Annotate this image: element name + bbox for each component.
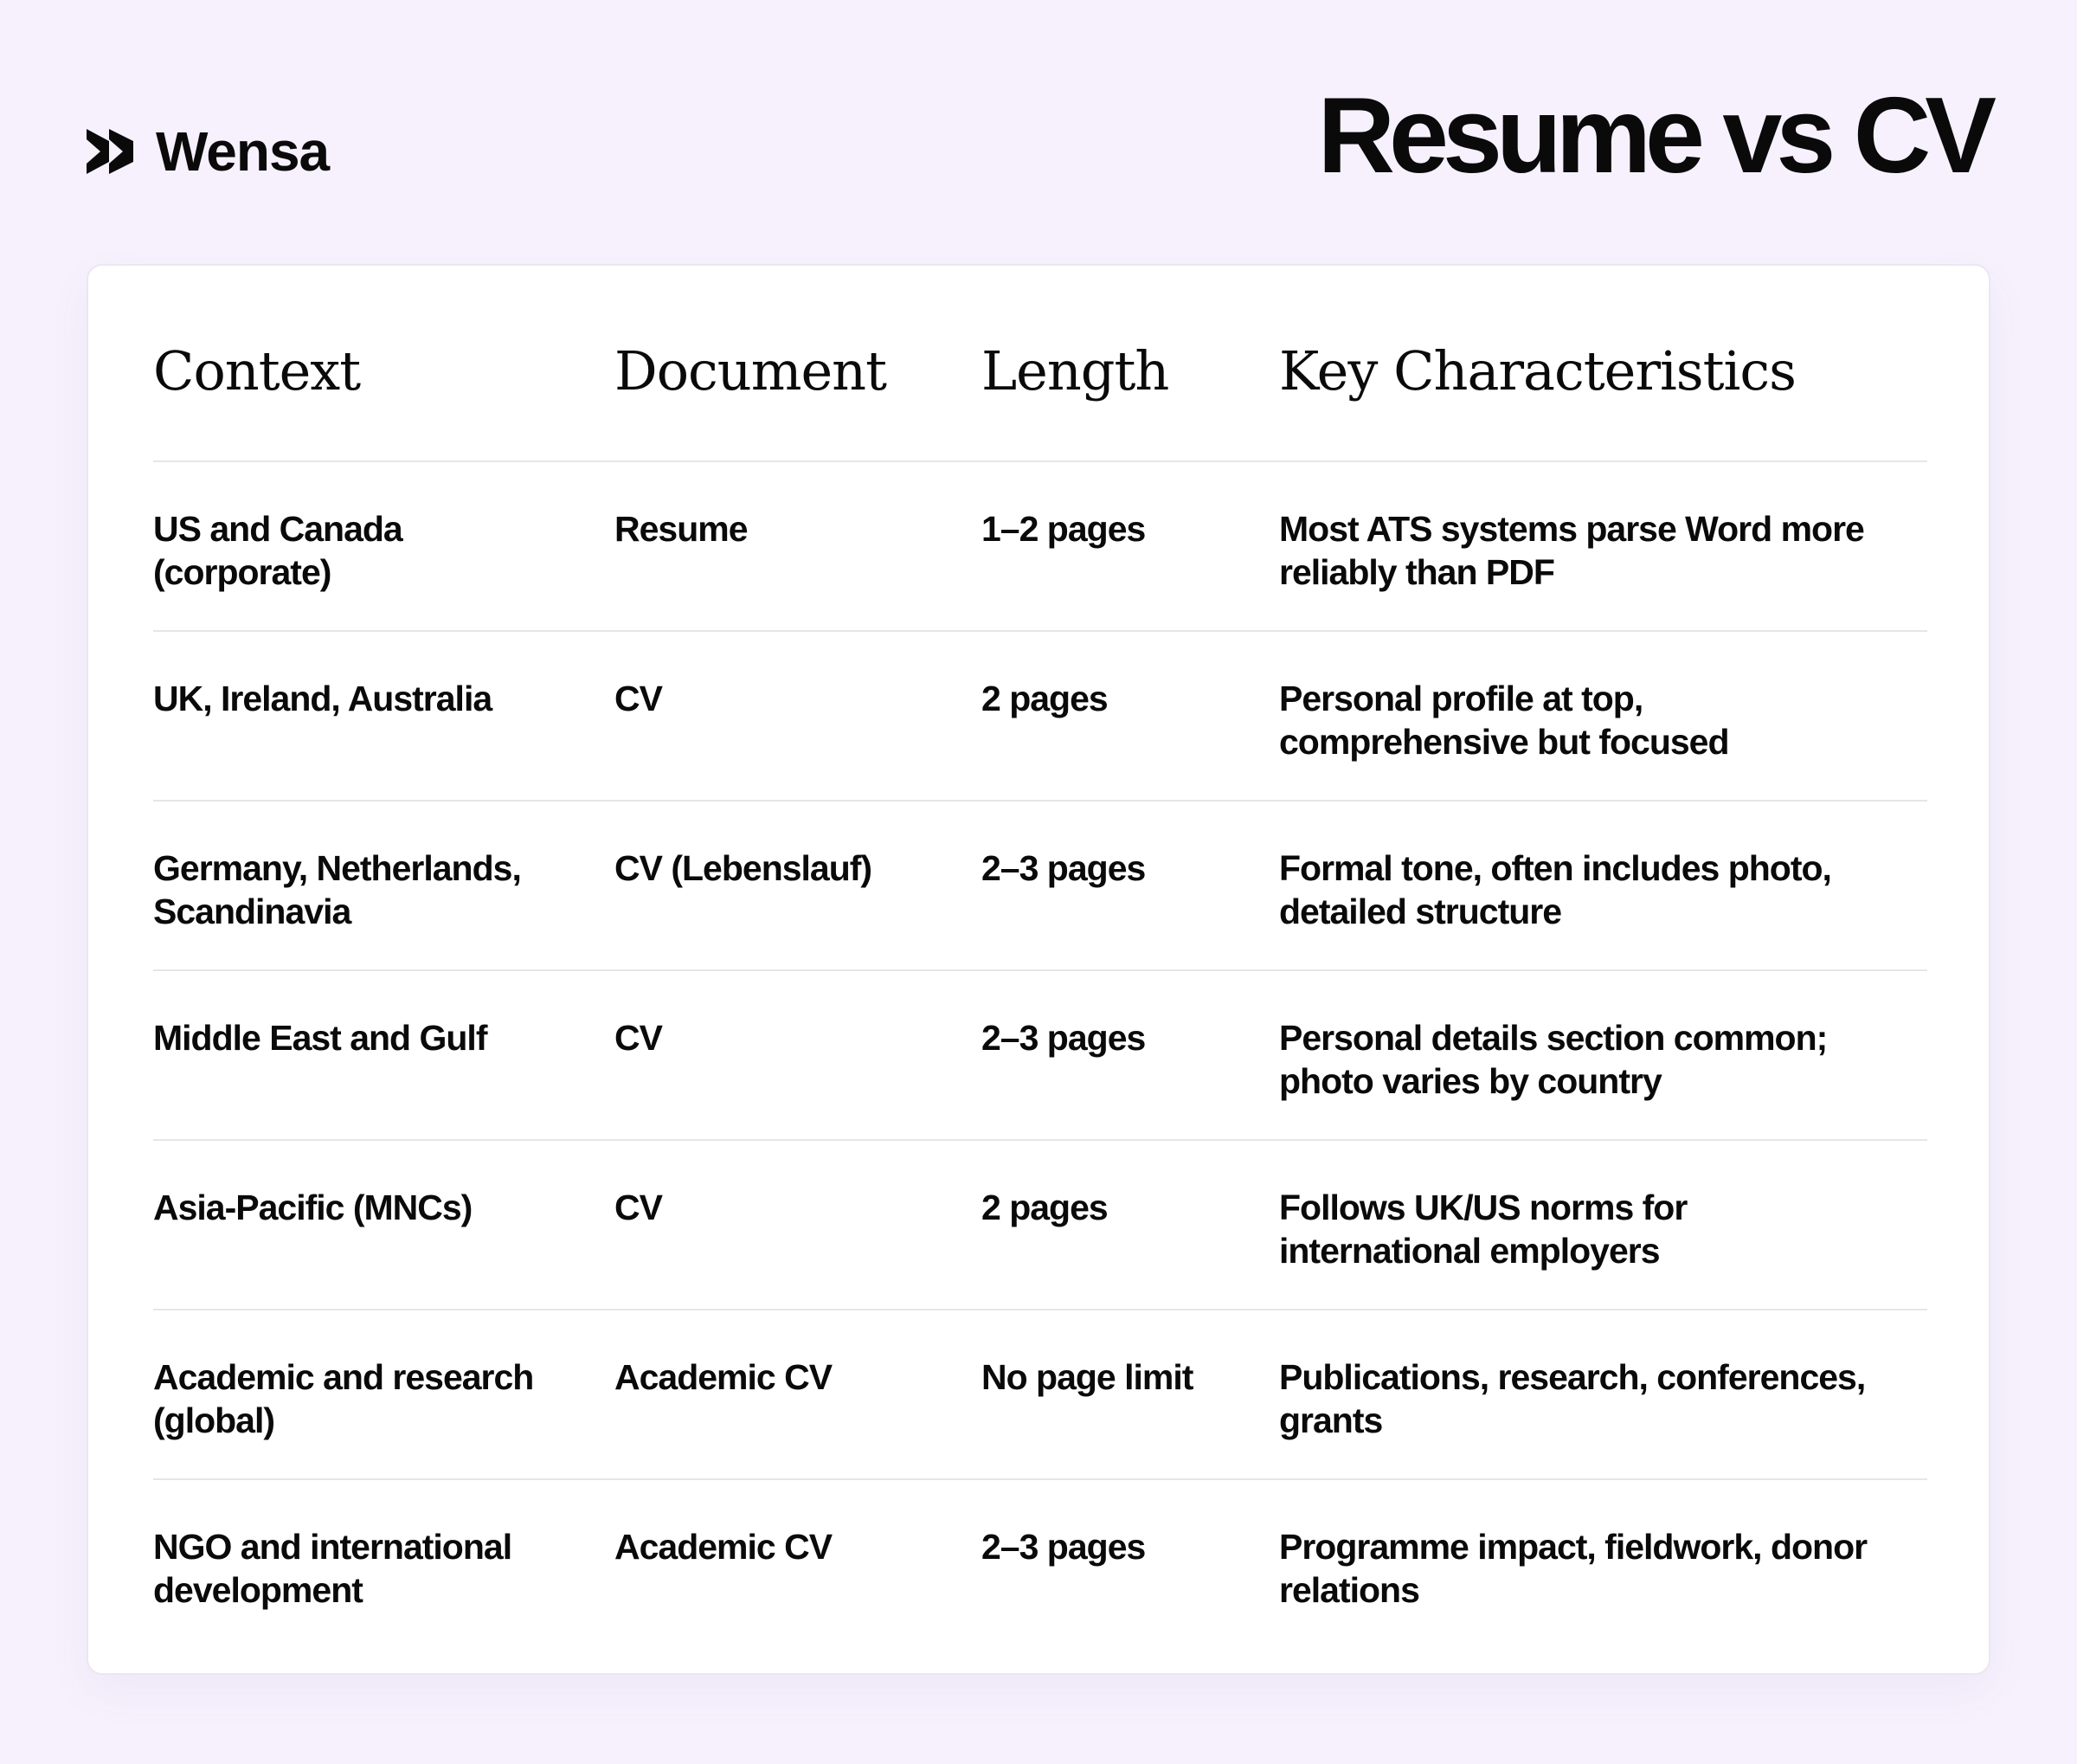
cell-context: Germany, Netherlands, Scandinavia <box>153 848 521 931</box>
header-context: Context <box>153 339 361 402</box>
cell-key-characteristics: Publications, research, conferences, grants <box>1279 1357 1866 1440</box>
cell-length: 2 pages <box>981 679 1108 718</box>
cell-document: Resume <box>614 509 748 549</box>
cell-length: No page limit <box>981 1357 1193 1397</box>
comparison-table <box>153 266 1927 1650</box>
page-title: Resume vs CV <box>1317 76 1990 196</box>
comparison-card <box>87 264 1990 1675</box>
cell-key-characteristics: Personal profile at top, comprehensive but focused <box>1279 679 1729 762</box>
table-row <box>153 1480 1927 1650</box>
cell-document: Academic CV <box>614 1357 833 1397</box>
cell-key-characteristics: Programme impact, fieldwork, donor relations <box>1279 1527 1868 1610</box>
header-length: Length <box>981 339 1169 402</box>
cell-document: CV (Lebenslauf) <box>614 848 872 888</box>
table-row <box>153 632 1927 802</box>
table-row <box>153 1141 1927 1310</box>
cell-context: Asia-Pacific (MNCs) <box>153 1188 473 1227</box>
cell-key-characteristics: Follows UK/US norms for international employers <box>1279 1188 1688 1271</box>
cell-document: CV <box>614 1188 662 1227</box>
header-document: Document <box>614 339 887 402</box>
cell-key-characteristics: Personal details section common; photo varies by country <box>1279 1018 1828 1101</box>
cell-context: Middle East and Gulf <box>153 1018 487 1058</box>
cell-length: 2–3 pages <box>981 848 1146 888</box>
cell-key-characteristics: Most ATS systems parse Word more reliably than PDF <box>1279 509 1864 592</box>
cell-context: NGO and international development <box>153 1527 512 1610</box>
table-row <box>153 802 1927 971</box>
header-key-characteristics: Key Characteristics <box>1279 339 1796 402</box>
cell-key-characteristics: Formal tone, often includes photo, detailed structure <box>1279 848 1831 931</box>
cell-length: 2–3 pages <box>981 1018 1146 1058</box>
double-chevron-icon <box>87 129 133 174</box>
cell-context: UK, Ireland, Australia <box>153 679 492 718</box>
cell-length: 1–2 pages <box>981 509 1146 549</box>
cell-document: CV <box>614 679 662 718</box>
table-row <box>153 462 1927 632</box>
cell-length: 2 pages <box>981 1188 1108 1227</box>
cell-document: Academic CV <box>614 1527 833 1567</box>
cell-context: Academic and research (global) <box>153 1357 534 1440</box>
cell-document: CV <box>614 1018 662 1058</box>
brand-name: Wensa <box>156 120 330 183</box>
table-row <box>153 971 1927 1141</box>
table-row <box>153 1310 1927 1480</box>
cell-length: 2–3 pages <box>981 1527 1146 1567</box>
cell-context: US and Canada (corporate) <box>153 509 402 592</box>
table-header <box>153 266 1927 462</box>
brand-logo <box>87 119 329 183</box>
